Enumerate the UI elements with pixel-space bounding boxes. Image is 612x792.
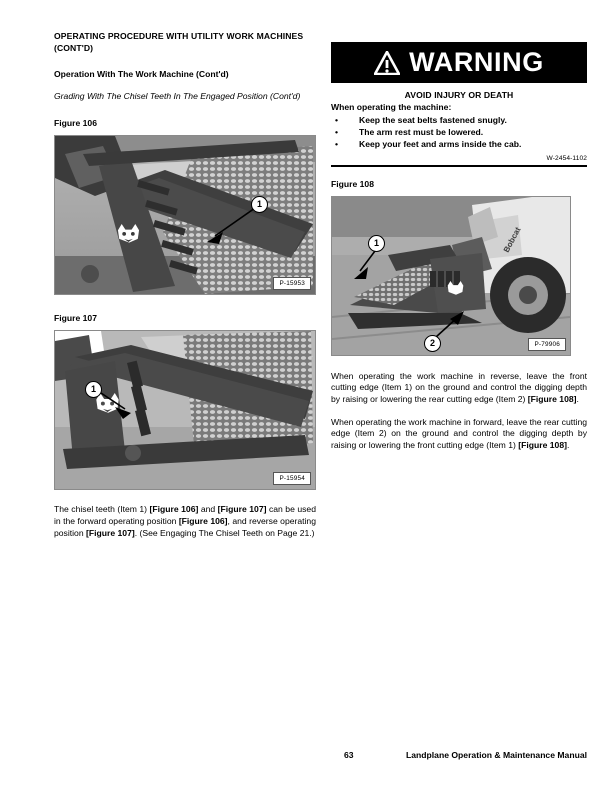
warning-item-text: Keep your feet and arms inside the cab.: [359, 139, 522, 149]
figure-107-image: [54, 330, 316, 490]
lp-ref2: [Figure 107]: [217, 504, 267, 515]
rp2-seg1: When operating the work machine in forward, leave the rear cutting edge (Item 2) on the ground and control the digging depth by raising or lowering the front cutting edge (Item 1): [331, 416, 587, 450]
rp1-ref1: [Figure 108]: [527, 393, 577, 404]
lp-seg4: , and reverse operating position: [54, 516, 316, 538]
rp2-ref1: [Figure 108]: [518, 439, 567, 450]
section-heading: Operation With The Work Machine (Cont'd): [54, 68, 229, 79]
warning-triangle-icon: [374, 51, 400, 75]
page-title: OPERATING PROCEDURE WITH UTILITY WORK MACHINES (CONT'D): [54, 31, 304, 54]
figure-107-callout-1: 1: [85, 381, 102, 398]
figure-106-photo-id: P-15953: [273, 277, 311, 290]
bullet-icon: •: [335, 127, 339, 138]
left-body-paragraph: [54, 504, 316, 539]
right-body-paragraph-1: [331, 371, 587, 406]
figure-108-photo-id: P-79906: [528, 338, 566, 351]
bullet-icon: •: [335, 139, 339, 149]
figure-108-photo: [332, 197, 570, 355]
figure-106-image: [54, 135, 316, 295]
left-column: [54, 30, 316, 550]
warning-intro: When operating the machine:: [331, 102, 452, 112]
lp-seg5: . (See Engaging The Chisel Teeth on Page 21.): [134, 527, 315, 538]
figure-106-caption: Figure 106: [54, 118, 97, 129]
warning-item-text: The arm rest must be lowered.: [359, 127, 484, 138]
page-number: 63: [344, 750, 354, 760]
figure-108-callout-2: 2: [424, 335, 441, 352]
lp-ref4: [Figure 107]: [86, 527, 135, 538]
rp1-seg1: When operating the work machine in reverse, leave the front cutting edge (Item 1) on the ground and control the digging depth by raising or lowering the rear cutting edge (Item 2): [331, 370, 587, 404]
lp-seg2: and: [198, 504, 218, 515]
figure-106-photo: [55, 136, 315, 294]
manual-title: Landplane Operation & Maintenance Manual: [406, 750, 587, 760]
warning-headline: AVOID INJURY OR DEATH: [404, 90, 514, 100]
lp-ref3: [Figure 106]: [178, 516, 228, 526]
lp-ref1: [Figure 106]: [149, 504, 199, 515]
right-body-paragraph-2: [331, 417, 587, 452]
warning-banner: [331, 42, 587, 83]
lp-seg1: The chisel teeth (Item 1): [54, 504, 150, 515]
warning-item: [331, 115, 587, 127]
figure-107-caption: Figure 107: [54, 313, 97, 324]
page-footer: [54, 750, 587, 762]
rp2-seg2: .: [566, 439, 570, 450]
figure-106-callout-1: 1: [251, 196, 268, 213]
figure-108-image: [331, 196, 571, 356]
figure-107-photo: [55, 331, 315, 489]
figure-108-callout-1: 1: [368, 235, 385, 252]
rp1-seg2: .: [576, 393, 579, 404]
figure-108-caption: Figure 108: [331, 178, 374, 189]
svg-text:Bobcat: Bobcat: [501, 225, 523, 254]
subsection-heading: Grading With The Chisel Teeth In The Engaged Position (Cont'd): [54, 90, 301, 101]
warning-item: [331, 139, 587, 151]
lp-seg3: can be used in the forward operating position: [54, 504, 316, 526]
right-column: [331, 42, 587, 451]
bullet-icon: •: [335, 115, 339, 126]
warning-word: WARNING: [409, 47, 544, 77]
warning-item: [331, 127, 587, 139]
warning-item-text: Keep the seat belts fastened snugly.: [359, 115, 507, 126]
figure-107-photo-id: P-15954: [273, 472, 311, 485]
section-divider: [331, 165, 587, 167]
warning-reference: W-2454-1102: [546, 154, 587, 162]
